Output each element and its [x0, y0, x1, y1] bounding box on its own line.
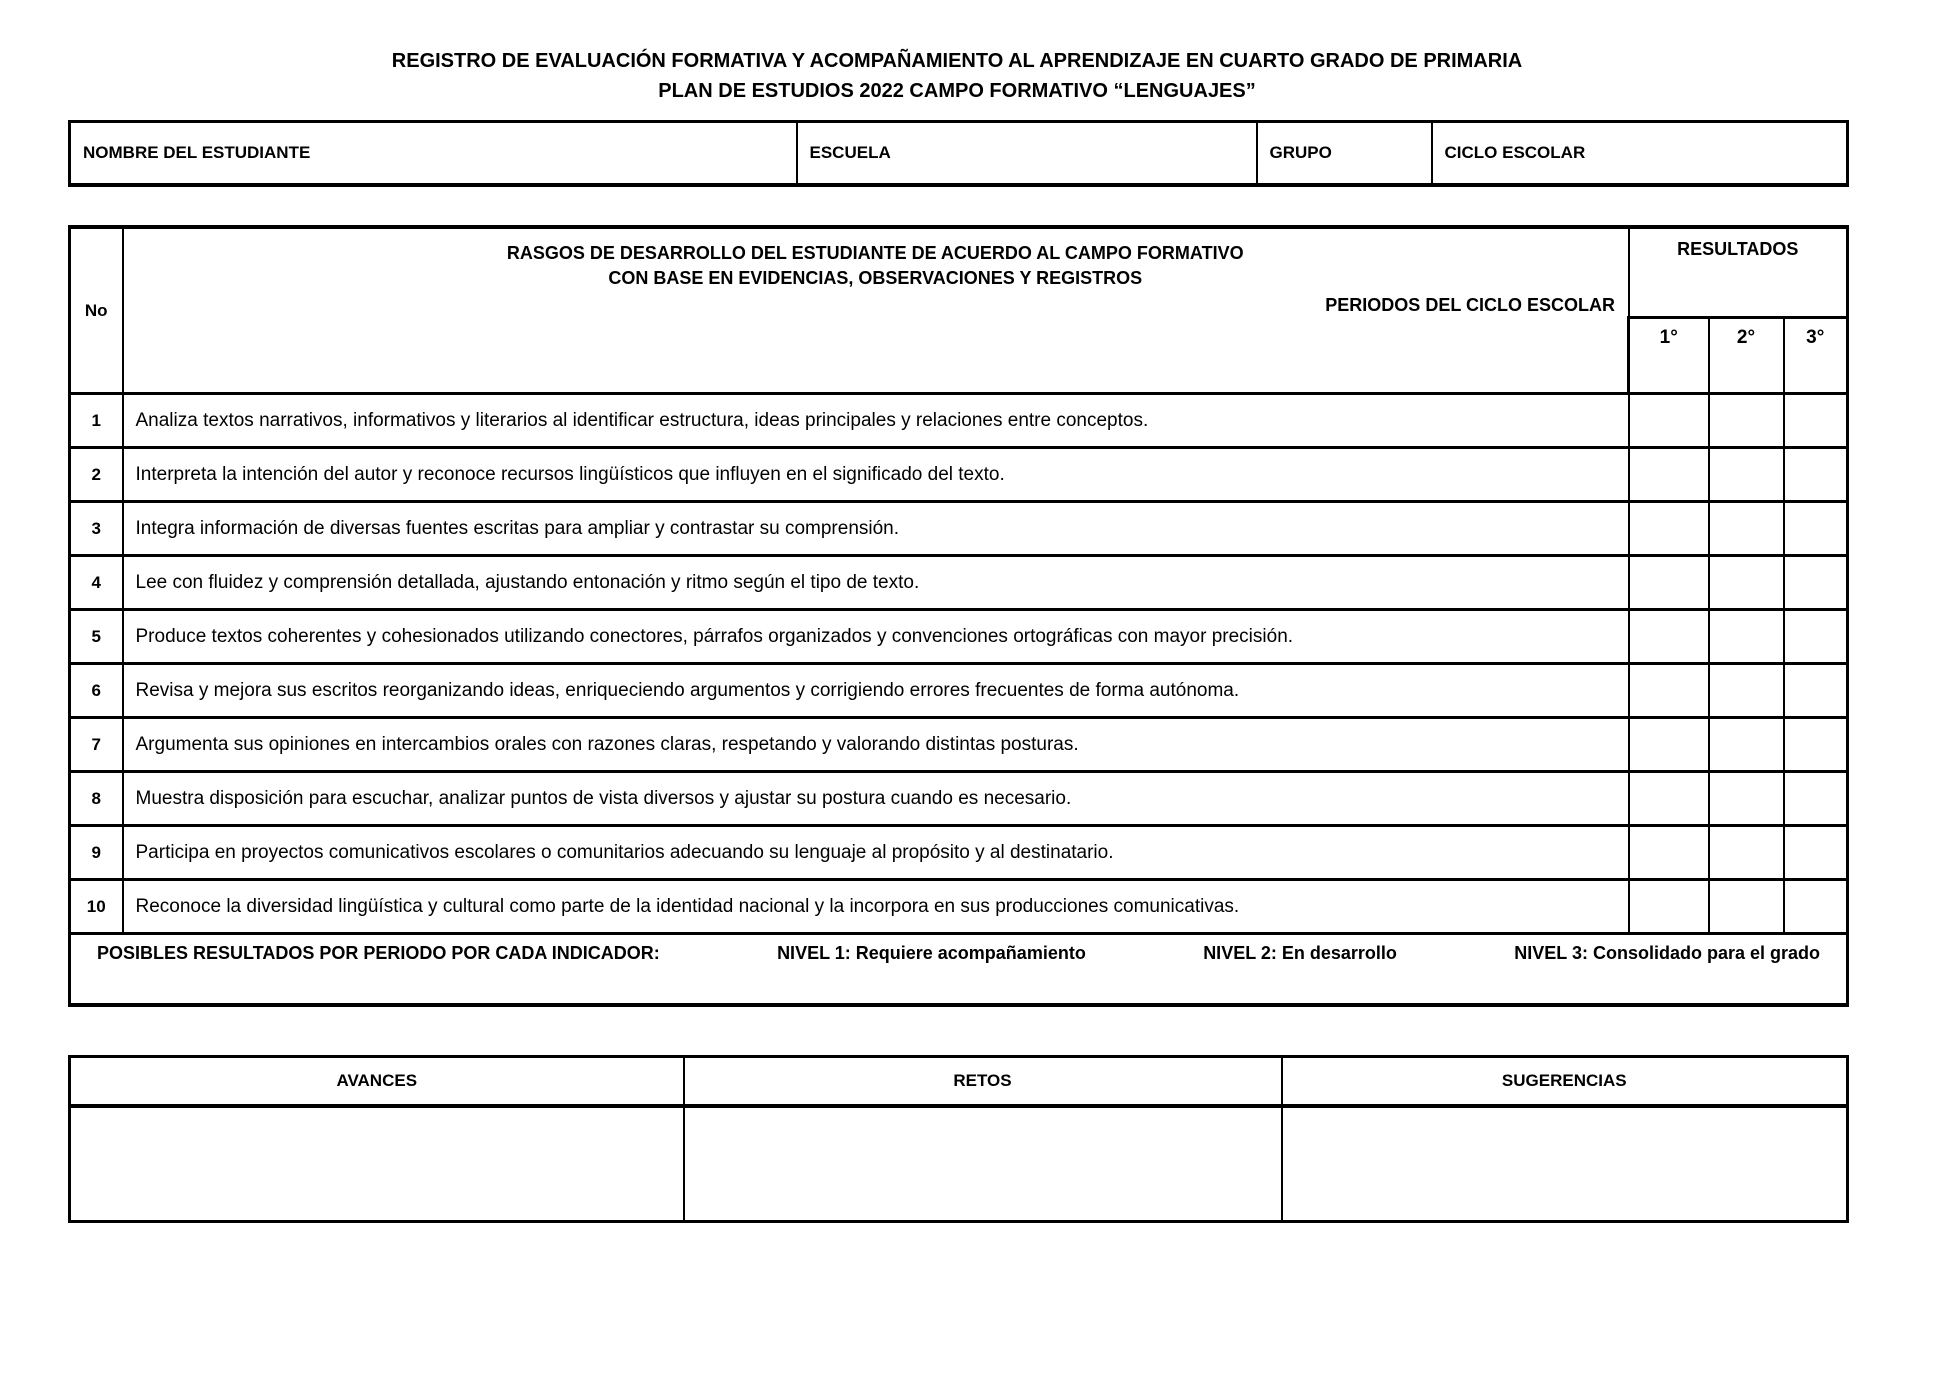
period-2-header: 2°	[1709, 318, 1784, 394]
result-cell-r1-p2[interactable]	[1709, 394, 1784, 448]
result-cell-r9-p2[interactable]	[1709, 826, 1784, 880]
traits-header-line2: CON BASE EN EVIDENCIAS, OBSERVACIONES Y REGISTROS	[608, 268, 1143, 288]
result-cell-r4-p3[interactable]	[1784, 556, 1848, 610]
result-cell-r4-p2[interactable]	[1709, 556, 1784, 610]
indicator-number: 7	[70, 718, 123, 772]
result-cell-r7-p1[interactable]	[1629, 718, 1709, 772]
result-cell-r2-p2[interactable]	[1709, 448, 1784, 502]
result-cell-r6-p1[interactable]	[1629, 664, 1709, 718]
student-info-table	[68, 120, 1849, 187]
levels-legend-cell	[70, 934, 1848, 1006]
suggestions-field[interactable]	[1282, 1106, 1848, 1222]
indicator-number: 3	[70, 502, 123, 556]
indicator-row	[70, 664, 1848, 718]
group-field[interactable]	[1257, 122, 1432, 186]
legend-level-2: NIVEL 2: En desarrollo	[1203, 943, 1397, 963]
result-cell-r1-p3[interactable]	[1784, 394, 1848, 448]
indicator-number: 6	[70, 664, 123, 718]
result-cell-r3-p1[interactable]	[1629, 502, 1709, 556]
indicator-row	[70, 502, 1848, 556]
indicator-number: 8	[70, 772, 123, 826]
advances-header: AVANCES	[70, 1057, 684, 1107]
indicator-row	[70, 556, 1848, 610]
group-label: GRUPO	[1269, 143, 1332, 162]
result-cell-r1-p1[interactable]	[1629, 394, 1709, 448]
result-cell-r5-p1[interactable]	[1629, 610, 1709, 664]
indicator-text: Reconoce la diversidad lingüística y cultural como parte de la identidad nacional y la incorpora en sus producciones comunicativas.	[123, 880, 1629, 934]
form-subtitle: PLAN DE ESTUDIOS 2022 CAMPO FORMATIVO “LENGUAJES”	[658, 80, 1256, 102]
no-column-header: No	[70, 227, 123, 394]
school-year-label: CICLO ESCOLAR	[1444, 143, 1586, 162]
notes-header-row	[70, 1057, 1848, 1107]
indicator-text: Interpreta la intención del autor y reconoce recursos lingüísticos que influyen en el significado del texto.	[123, 448, 1629, 502]
student-name-field[interactable]	[70, 122, 797, 186]
result-cell-r5-p2[interactable]	[1709, 610, 1784, 664]
period-3-header: 3°	[1784, 318, 1848, 394]
indicator-row	[70, 826, 1848, 880]
notes-table	[68, 1055, 1849, 1223]
indicator-number: 4	[70, 556, 123, 610]
result-cell-r6-p2[interactable]	[1709, 664, 1784, 718]
indicator-number: 10	[70, 880, 123, 934]
indicator-number: 2	[70, 448, 123, 502]
indicator-number: 9	[70, 826, 123, 880]
indicator-row	[70, 448, 1848, 502]
indicator-text: Muestra disposición para escuchar, analizar puntos de vista diversos y ajustar su postura cuando es necesario.	[123, 772, 1629, 826]
suggestions-header: SUGERENCIAS	[1282, 1057, 1848, 1107]
advances-field[interactable]	[70, 1106, 684, 1222]
evaluation-table	[68, 225, 1849, 1007]
challenges-header: RETOS	[684, 1057, 1282, 1107]
result-cell-r3-p3[interactable]	[1784, 502, 1848, 556]
results-header: RESULTADOS	[1629, 227, 1848, 318]
indicator-row	[70, 772, 1848, 826]
periods-label: PERIODOS DEL CICLO ESCOLAR	[1325, 295, 1615, 315]
legend-label: POSIBLES RESULTADOS POR PERIODO POR CADA INDICADOR:	[97, 943, 660, 963]
student-info-row	[70, 122, 1848, 186]
result-cell-r2-p1[interactable]	[1629, 448, 1709, 502]
traits-column-header	[123, 227, 1629, 394]
legend-level-1: NIVEL 1: Requiere acompañamiento	[777, 943, 1086, 963]
school-year-field[interactable]	[1432, 122, 1848, 186]
indicator-row	[70, 718, 1848, 772]
school-field[interactable]	[797, 122, 1257, 186]
result-cell-r2-p3[interactable]	[1784, 448, 1848, 502]
result-cell-r6-p3[interactable]	[1784, 664, 1848, 718]
indicator-row	[70, 880, 1848, 934]
result-cell-r9-p3[interactable]	[1784, 826, 1848, 880]
notes-body-row	[70, 1106, 1848, 1222]
result-cell-r5-p3[interactable]	[1784, 610, 1848, 664]
indicator-number: 5	[70, 610, 123, 664]
result-cell-r8-p2[interactable]	[1709, 772, 1784, 826]
indicator-row	[70, 394, 1848, 448]
period-1-header: 1°	[1629, 318, 1709, 394]
traits-header-line1: RASGOS DE DESARROLLO DEL ESTUDIANTE DE ACUERDO AL CAMPO FORMATIVO	[506, 243, 1244, 263]
result-cell-r7-p2[interactable]	[1709, 718, 1784, 772]
form-title: REGISTRO DE EVALUACIÓN FORMATIVA Y ACOMPAÑAMIENTO AL APRENDIZAJE EN CUARTO GRADO DE PRIMARIA	[391, 50, 1523, 72]
student-name-label: NOMBRE DEL ESTUDIANTE	[83, 143, 311, 162]
indicator-text: Lee con fluidez y comprensión detallada, ajustando entonación y ritmo según el tipo de texto.	[123, 556, 1629, 610]
result-cell-r8-p3[interactable]	[1784, 772, 1848, 826]
indicator-text: Participa en proyectos comunicativos escolares o comunitarios adecuando su lenguaje al propósito y al destinatario.	[123, 826, 1629, 880]
result-cell-r10-p3[interactable]	[1784, 880, 1848, 934]
evaluation-header-row	[70, 227, 1848, 318]
title-block	[68, 0, 1846, 106]
indicator-number: 1	[70, 394, 123, 448]
school-label: ESCUELA	[809, 143, 891, 162]
indicator-text: Argumenta sus opiniones en intercambios orales con razones claras, respetando y valorando distintas posturas.	[123, 718, 1629, 772]
result-cell-r8-p1[interactable]	[1629, 772, 1709, 826]
indicator-row	[70, 610, 1848, 664]
result-cell-r10-p2[interactable]	[1709, 880, 1784, 934]
challenges-field[interactable]	[684, 1106, 1282, 1222]
indicator-text: Analiza textos narrativos, informativos y literarios al identificar estructura, ideas principales y relaciones entre conceptos.	[123, 394, 1629, 448]
indicator-text: Integra información de diversas fuentes escritas para ampliar y contrastar su comprensión.	[123, 502, 1629, 556]
result-cell-r7-p3[interactable]	[1784, 718, 1848, 772]
result-cell-r4-p1[interactable]	[1629, 556, 1709, 610]
indicator-text: Produce textos coherentes y cohesionados utilizando conectores, párrafos organizados y convenciones ortográficas con mayor precisión.	[123, 610, 1629, 664]
levels-legend-row	[70, 934, 1848, 1006]
result-cell-r3-p2[interactable]	[1709, 502, 1784, 556]
result-cell-r10-p1[interactable]	[1629, 880, 1709, 934]
indicator-text: Revisa y mejora sus escritos reorganizando ideas, enriqueciendo argumentos y corrigiendo errores frecuentes de forma autónoma.	[123, 664, 1629, 718]
result-cell-r9-p1[interactable]	[1629, 826, 1709, 880]
legend-level-3: NIVEL 3: Consolidado para el grado	[1514, 943, 1820, 963]
